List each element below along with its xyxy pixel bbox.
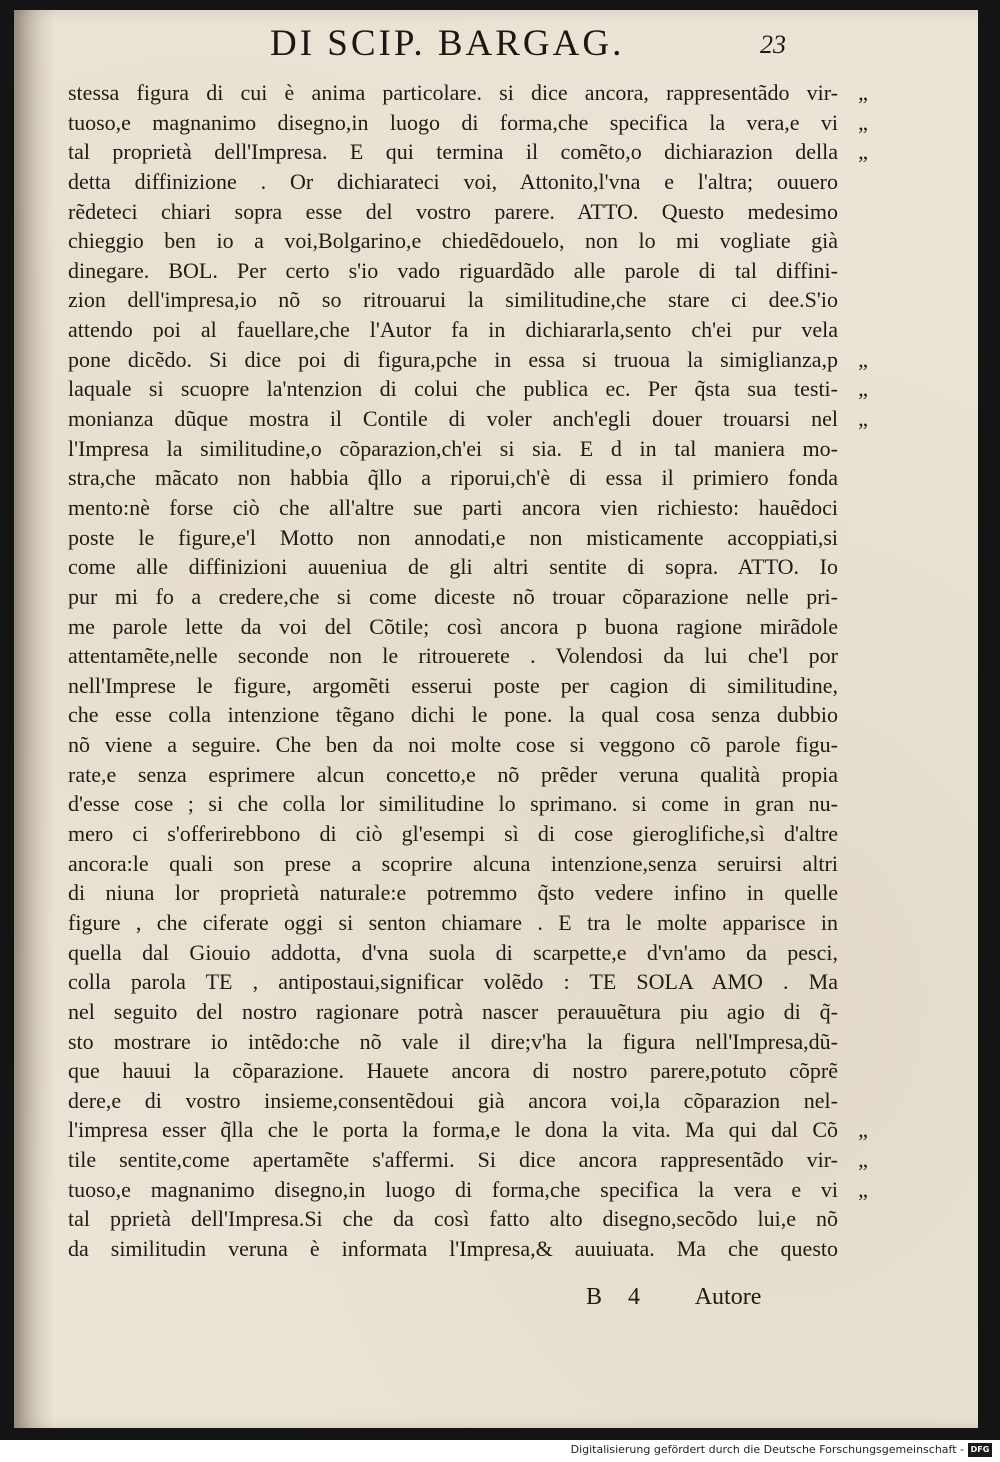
text-line: tal pprietà dell'Impresa.Si che da così fatto alto disegno,secõdo lui,e nõ — [68, 1206, 838, 1232]
text-line: di niuna lor proprietà naturale:e potremmo q̃sto vedere infino in quelle — [68, 880, 838, 906]
margin-mark: „ — [858, 346, 868, 372]
body-text — [68, 78, 838, 1264]
text-line: mento:nè forse ciò che all'altre sue parti ancora vien richiesto: hauẽdoci — [68, 494, 838, 520]
text-line: l'Impresa la similitudine,o cõparazion,ch'ei si sia. E d in tal maniera mo- — [68, 435, 838, 461]
margin-mark — [843, 819, 883, 849]
text-line: chieggio ben io a voi,Bolgarino,e chiedẽdouelo, non lo mi vogliate già — [68, 228, 838, 254]
text-line: rẽdeteci chiari sopra esse del vostro parere. ATTO. Questo medesimo — [68, 198, 838, 224]
text-line: dere,e di vostro insieme,consentẽdoui già ancora voi,la cõparazion nel- — [68, 1087, 838, 1113]
text-line: quella dal Giouio addotta, d'vna suola di scarpette,e d'vn'amo da pesci, — [68, 939, 838, 965]
margin-mark — [843, 878, 883, 908]
margin-mark — [843, 315, 883, 345]
margin-mark — [843, 434, 883, 464]
text-line: mero ci s'offerirebbono di ciò gl'esempi sì di cose gieroglifiche,sì d'altre — [68, 821, 838, 847]
text-line: dinegare. BOL. Per certo s'io vado riguardãdo alle parole di tal diffini- — [68, 257, 838, 283]
catchword: Autore — [694, 1284, 762, 1310]
text-line: nel seguito del nostro ragionare potrà nascer perauuẽtura piu agio di q̃- — [68, 998, 838, 1024]
page-footer — [586, 1284, 761, 1311]
margin-mark — [843, 463, 883, 493]
margin-mark — [843, 582, 883, 612]
text-line: tile sentite,come apertamẽte s'affermi. Si dice ancora rappresentãdo vir- — [68, 1147, 838, 1173]
signature-mark: B — [586, 1284, 603, 1310]
text-line: stra,che mãcato non habbia q̃llo a riporui,ch'è di essa il primiero fonda — [68, 465, 838, 491]
text-line: attendo poi al fauellare,che l'Autor fa in dichiararla,sento ch'ei pur vela — [68, 317, 838, 343]
text-line: pone dicẽdo. Si dice poi di figura,pche in essa si truoua la simiglianza,p — [68, 346, 838, 372]
text-line: d'esse cose ; si che colla lor similitudine lo sprimano. si come in gran nu- — [68, 791, 838, 817]
gutter-shadow — [14, 10, 54, 1428]
credit-bar — [0, 1440, 1000, 1462]
margin-mark — [843, 256, 883, 286]
signature-number: 4 — [628, 1284, 641, 1310]
margin-mark — [843, 760, 883, 790]
running-head: DI SCIP. BARGAG. — [270, 23, 625, 64]
margin-mark: „ — [858, 376, 868, 402]
text-line: tal proprietà dell'Impresa. E qui termina il comẽto,o dichiarazion della — [68, 139, 838, 165]
margin-mark — [843, 1027, 883, 1057]
text-line: attentamẽte,nelle seconde non le ritrouerete . Volendosi da lui che'l por — [68, 643, 838, 669]
text-line: pur mi fo a credere,che si come diceste nõ trouar cõparazione nelle pri- — [68, 583, 838, 609]
margin-mark — [843, 1234, 883, 1264]
margin-mark — [843, 730, 883, 760]
margin-mark — [843, 700, 883, 730]
text-line: detta diffinizione . Or dichiarateci voi, Attonito,l'vna e l'altra; ouuero — [68, 168, 838, 194]
text-line: ancora:le quali son prese a scoprire alcuna intenzione,senza seruirsi altri — [68, 850, 838, 876]
margin-mark: „ — [858, 80, 868, 105]
text-line: laquale si scuopre la'ntenzion di colui che publica ec. Per q̃sta sua testi- — [68, 376, 838, 402]
margin-mark: „ — [858, 1147, 868, 1173]
text-line: poste le figure,e'l Motto non annodati,e non misticamente accoppiati,si — [68, 524, 838, 550]
page-number: 23 — [760, 30, 786, 59]
margin-mark: „ — [858, 1176, 868, 1202]
funding-credit: Digitalisierung gefördert durch die Deutsche Forschungsgemeinschaft - — [570, 1443, 964, 1456]
margin-mark — [843, 523, 883, 553]
text-line: nõ viene a seguire. Che ben da noi molte cose si veggono cõ parole figu- — [68, 732, 838, 758]
text-line: che esse colla intenzione tẽgano dichi le pone. la qual cosa senza dubbio — [68, 702, 838, 728]
text-line: figure , che ciferate oggi si senton chiamare . E tra le molte apparisce in — [68, 909, 838, 935]
margin-mark — [843, 612, 883, 642]
margin-mark: „ — [858, 139, 868, 165]
text-line: stessa figura di cui è anima particolare. si dice ancora, rappresentãdo vir- — [68, 80, 838, 105]
margin-mark — [843, 671, 883, 701]
margin-mark — [843, 849, 883, 879]
margin-mark — [843, 226, 883, 256]
margin-mark: „ — [858, 406, 868, 432]
text-line: me parole lette da voi del Cõtile; così ancora p buona ragione mirãdole — [68, 613, 838, 639]
margin-mark — [843, 1086, 883, 1116]
margin-mark — [843, 1204, 883, 1234]
margin-quotation-marks — [843, 78, 883, 1264]
margin-mark — [843, 167, 883, 197]
text-line: tuoso,e magnanimo disegno,in luogo di forma,che specifica la vera,e vi — [68, 109, 838, 135]
margin-mark: „ — [858, 1117, 868, 1143]
margin-mark — [843, 908, 883, 938]
margin-mark — [843, 493, 883, 523]
text-line: monianza dũque mostra il Contile di voler anch'egli douer trouarsi nel — [68, 406, 838, 432]
text-line: come alle diffinizioni auueniua de gli altri sentite di sopra. ATTO. Io — [68, 554, 838, 580]
margin-mark — [843, 1056, 883, 1086]
text-line: nell'Imprese le figure, argomẽti esserui poste per cagion di similitudine, — [68, 672, 838, 698]
margin-mark — [843, 641, 883, 671]
text-line: sto mostrare io intẽdo:che nõ vale il dire;v'ha la figura nell'Impresa,dũ- — [68, 1028, 838, 1054]
text-line: tuoso,e magnanimo disegno,in luogo di forma,che specifica la vera e vi — [68, 1176, 838, 1202]
dfg-logo-icon: DFG — [968, 1443, 992, 1457]
text-line: zion dell'impresa,io nõ so ritrouarui la similitudine,che stare ci dee.S'io — [68, 287, 838, 313]
margin-mark — [843, 197, 883, 227]
margin-mark — [843, 997, 883, 1027]
margin-mark — [843, 285, 883, 315]
margin-mark — [843, 789, 883, 819]
text-line: rate,e senza esprimere alcun concetto,e nõ prẽder veruna qualità propia — [68, 761, 838, 787]
text-line: da similitudin veruna è informata l'Impresa,& auuiuata. Ma che questo — [68, 1235, 838, 1261]
margin-mark — [843, 552, 883, 582]
margin-mark: „ — [858, 109, 868, 135]
text-line: que hauui la cõparazione. Hauete ancora di nostro parere,potuto cõprẽ — [68, 1058, 838, 1084]
text-line: l'impresa esser q̃lla che le porta la forma,e le dona la vita. Ma qui dal Cõ — [68, 1117, 838, 1143]
text-line: colla parola TE , antipostaui,significar volẽdo : TE SOLA AMO . Ma — [68, 969, 838, 995]
margin-mark — [843, 938, 883, 968]
margin-mark — [843, 967, 883, 997]
